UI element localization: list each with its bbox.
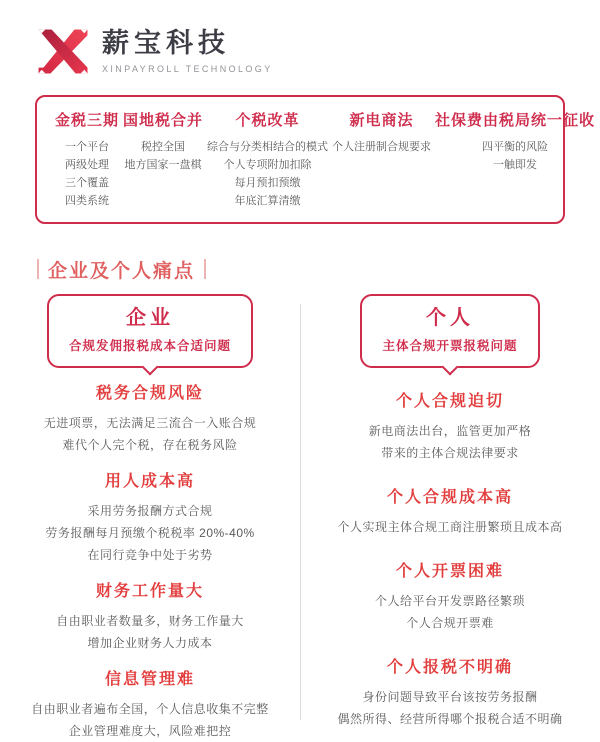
policy-item: 地方国家一盘棋 [124,159,202,171]
pain-point-line: 带来的主体合规法律要求 [381,446,519,460]
pain-point-line: 个人实现主体合规工商注册繁琐且成本高 [337,520,563,534]
page-section-title: 企业及个人痛点 [48,260,196,282]
pain-point-heading: 个人报税不明确 [386,659,513,676]
personal-title: 个人 [425,307,474,329]
policy-column-title: 个税改革 [235,112,300,129]
policy-column-iit-reform [205,109,330,210]
policy-column-social-security [433,109,597,210]
policy-column-ecommerce-law [330,109,433,210]
title-left-bar [37,259,39,279]
pain-point-line: 新电商法出台，监管更加严格 [368,424,532,438]
policy-column-title: 金税三期 [55,112,120,129]
brand-x-logo-icon [37,28,89,75]
pain-point-line: 在同行竞争中处于劣势 [87,548,213,562]
pain-point-line: 自由职业者遍布全国，个人信息收集不完整 [31,702,269,716]
enterprise-section-tax-risk [0,384,300,456]
brand-name-en: XINPAYROLL TECHNOLOGY [102,63,273,74]
pain-point-line: 偶然所得、经营所得哪个报税合适不明确 [337,712,563,726]
personal-section-tax-filing-unclear [300,658,600,730]
pain-point-line: 自由职业者数量多，财务工作量大 [56,614,244,628]
pain-point-heading: 信息管理难 [104,671,195,688]
pain-point-columns [0,294,600,742]
policy-column-golden-tax [53,109,121,210]
policy-item: 个人专项附加扣除 [223,159,312,171]
policy-item: 每月预扣预缴 [234,177,301,189]
brand-text-block [102,29,273,74]
policy-item: 年底汇算清缴 [234,195,301,207]
pain-point-line: 劳务报酬每月预缴个税税率 20%-40% [45,526,255,540]
policy-column-tax-merge [121,109,205,210]
enterprise-column [0,294,300,742]
enterprise-section-info-management [0,670,300,742]
policy-item: 一个平台 [65,141,109,153]
pain-point-line: 采用劳务报酬方式合规 [87,504,213,518]
enterprise-subtitle: 合规发佣报税成本合适问题 [68,339,231,353]
policy-column-title: 社保费由税局统一征收 [435,112,596,129]
policy-item: 一触即发 [493,159,538,171]
policy-item: 两级处理 [65,159,109,171]
personal-section-invoicing-difficulty [300,562,600,634]
pain-point-line: 难代个人完个税，存在税务风险 [62,438,238,452]
vertical-divider [300,304,301,720]
policy-item: 个人注册制合规要求 [332,141,432,153]
pain-point-line: 企业管理难度大，风险难把控 [68,724,232,738]
enterprise-title: 企业 [125,307,174,329]
personal-section-compliance-urgency [300,392,600,464]
pain-point-heading: 用人成本高 [104,473,195,490]
pain-point-line: 身份问题导致平台该按劳务报酬 [362,690,538,704]
policy-item: 四平衡的风险 [482,141,549,153]
pain-point-line: 增加企业财务人力成本 [87,636,213,650]
personal-subtitle: 主体合规开票报税问题 [382,339,518,353]
pain-point-heading: 个人合规成本高 [386,489,513,506]
personal-section-compliance-cost [300,488,600,538]
pain-point-line: 无进项票，无法满足三流合一入账合规 [43,416,257,430]
enterprise-section-labor-cost [0,472,300,566]
brand-name: 薪宝科技 [102,28,230,59]
policy-column-title: 新电商法 [349,112,414,129]
pain-point-line: 个人合规开票难 [406,616,494,630]
pain-point-heading: 个人合规迫切 [395,393,504,410]
pain-point-heading: 税务合规风险 [95,385,204,402]
personal-column [300,294,600,742]
personal-bubble [360,294,539,368]
policy-item: 三个覆盖 [65,177,109,189]
enterprise-section-finance-workload [0,582,300,654]
policy-column-title: 国地税合并 [123,112,204,129]
pain-point-heading: 财务工作量大 [95,583,204,600]
policy-board [35,95,596,224]
brand-header [0,0,600,75]
policy-item: 综合与分类相结合的模式 [207,141,329,153]
section-title-row [37,258,600,280]
policy-item: 四类系统 [65,195,109,207]
enterprise-bubble [47,294,253,368]
policy-item: 税控全国 [141,141,186,153]
pain-point-heading: 个人开票困难 [395,563,504,580]
title-right-bar [204,259,206,279]
pain-point-line: 个人给平台开发票路径繁琐 [374,594,525,608]
